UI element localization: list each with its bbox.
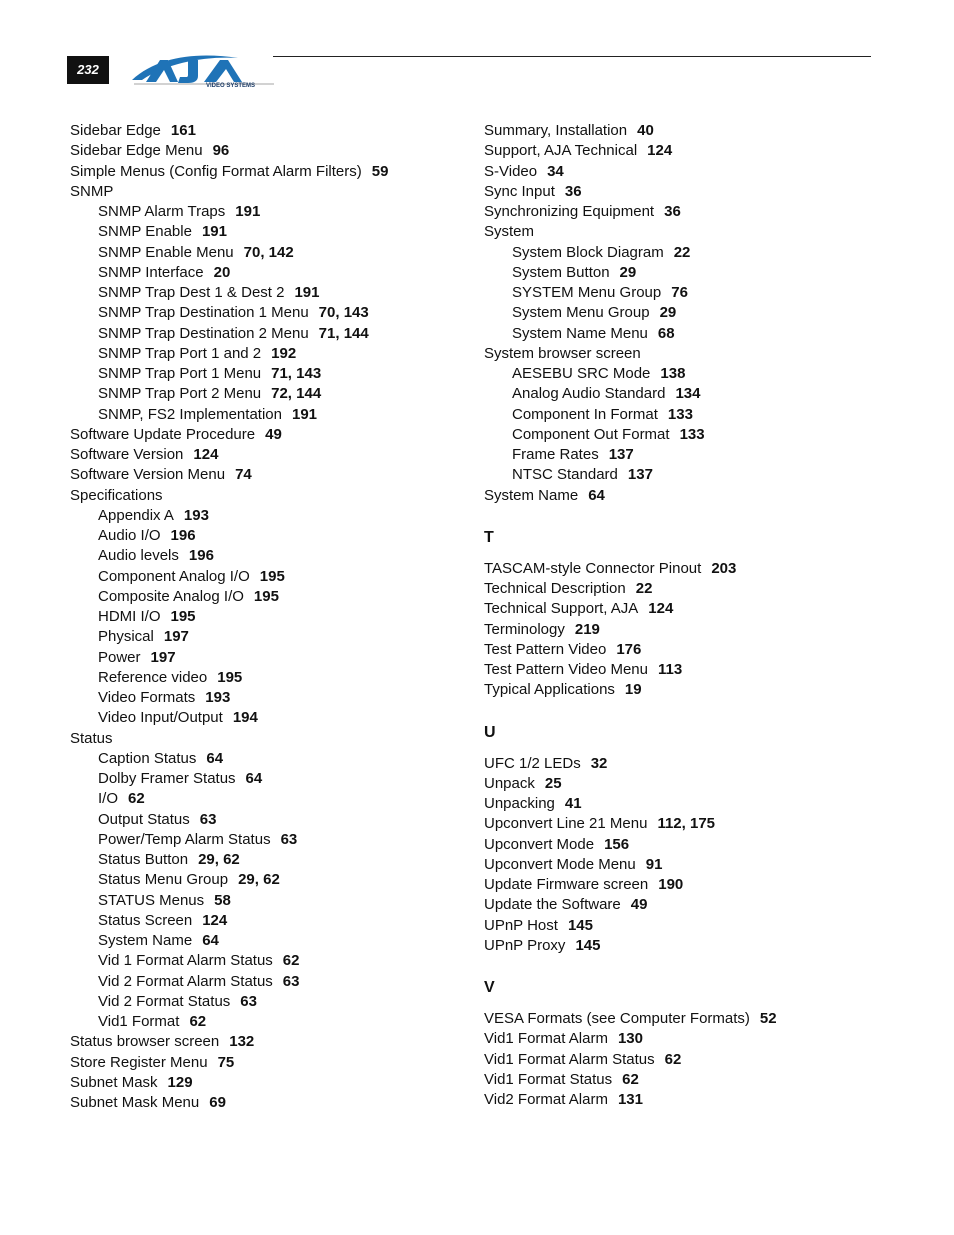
page-references[interactable]: 62 xyxy=(128,790,145,808)
index-term: SNMP, FS2 Implementation xyxy=(98,405,282,423)
index-term: Specifications xyxy=(70,486,163,504)
index-term: Vid1 Format Status xyxy=(484,1070,613,1088)
page-references[interactable]: 41 xyxy=(564,795,582,812)
page-references[interactable]: 195 xyxy=(217,668,243,686)
index-column-left xyxy=(70,121,490,1113)
index-term: Update the Software xyxy=(484,896,621,914)
index-entry xyxy=(484,222,904,242)
page-references[interactable]: 193 xyxy=(183,506,209,524)
index-subentry xyxy=(70,324,490,344)
index-term: Technical Description xyxy=(484,580,626,597)
index-entry xyxy=(484,182,904,202)
page-references[interactable]: 63 xyxy=(282,972,300,990)
index-subentry xyxy=(484,303,904,323)
index-entry xyxy=(484,1090,904,1110)
page-references[interactable]: 63 xyxy=(199,810,217,828)
page-references[interactable]: 138 xyxy=(660,365,686,382)
page-references[interactable]: 191 xyxy=(235,203,261,220)
index-term: Terminology xyxy=(484,620,565,638)
index-subentry xyxy=(70,344,490,364)
index-subentry xyxy=(70,1012,490,1032)
logo-subtext: VIDEO SYSTEMS xyxy=(206,83,256,89)
page-references[interactable]: 63 xyxy=(280,830,298,848)
index-entry xyxy=(484,814,904,834)
page-references[interactable]: 22 xyxy=(673,243,691,261)
index-term: SNMP Alarm Traps xyxy=(98,203,226,220)
index-term: Component In Format xyxy=(512,405,658,423)
page-references[interactable]: 29, 62 xyxy=(238,871,280,889)
index-column-right xyxy=(484,121,904,1110)
logo-letter-a2 xyxy=(204,60,242,82)
index-term: S-Video xyxy=(484,162,538,180)
index-term: Caption Status xyxy=(98,749,197,767)
index-entry xyxy=(484,202,904,222)
index-subentry xyxy=(70,627,490,647)
index-term: SNMP Trap Dest 1 & Dest 2 xyxy=(98,284,285,301)
index-term: System Name Menu xyxy=(512,324,648,342)
index-subentry xyxy=(70,587,490,607)
index-subentry xyxy=(70,648,490,668)
index-term: Test Pattern Video Menu xyxy=(484,661,648,678)
index-term: Typical Applications xyxy=(484,681,615,699)
page-number: 232 xyxy=(67,56,109,84)
index-entry xyxy=(484,599,904,619)
index-term: System Button xyxy=(512,263,610,281)
header-rule xyxy=(273,56,871,57)
index-subentry xyxy=(70,769,490,789)
index-entry xyxy=(484,559,904,579)
page-references[interactable]: 219 xyxy=(574,620,600,638)
aja-logo xyxy=(128,50,276,90)
index-subentry xyxy=(70,749,490,769)
index-entry xyxy=(70,182,490,202)
index-term: SNMP xyxy=(70,182,114,200)
index-subentry xyxy=(484,283,904,303)
page-references[interactable]: 203 xyxy=(711,559,737,577)
index-term: Software Update Procedure xyxy=(70,425,256,443)
index-term: Subnet Mask xyxy=(70,1073,158,1091)
page-references[interactable]: 191 xyxy=(294,284,320,301)
index-entry xyxy=(70,425,490,445)
index-term: Sidebar Edge xyxy=(70,122,161,139)
index-entry xyxy=(70,445,490,465)
index-entry xyxy=(70,1053,490,1073)
section-gap xyxy=(484,506,904,526)
index-entry xyxy=(484,162,904,182)
index-term: UPnP Proxy xyxy=(484,936,566,954)
page-references[interactable]: 68 xyxy=(657,324,675,342)
index-entry xyxy=(484,141,904,161)
index-term: Power/Temp Alarm Status xyxy=(98,830,271,848)
page-references[interactable]: 29 xyxy=(659,304,677,322)
page-references[interactable]: 19 xyxy=(624,681,642,699)
index-term: Status Menu Group xyxy=(98,871,229,889)
page-references[interactable]: 197 xyxy=(163,628,189,646)
index-term: Vid1 Format xyxy=(98,1013,180,1030)
index-term: Power xyxy=(98,648,141,666)
page-references[interactable]: 36 xyxy=(564,182,582,200)
index-term: VESA Formats (see Computer Formats) xyxy=(484,1010,750,1027)
index-term: Physical xyxy=(98,628,154,646)
index-entry xyxy=(484,855,904,875)
index-term: UFC 1/2 LEDs xyxy=(484,754,581,772)
page-references[interactable]: 145 xyxy=(575,936,601,954)
index-term: Analog Audio Standard xyxy=(512,385,666,403)
index-term: Vid1 Format Alarm xyxy=(484,1030,608,1048)
index-term: Appendix A xyxy=(98,506,174,524)
index-term: SNMP Trap Port 1 Menu xyxy=(98,365,262,382)
page-references[interactable]: 32 xyxy=(590,754,608,772)
index-entry xyxy=(70,121,490,141)
page-references[interactable]: 69 xyxy=(209,1094,226,1111)
index-subentry xyxy=(70,789,490,809)
page-references[interactable]: 137 xyxy=(627,466,653,484)
index-subentry xyxy=(484,324,904,344)
index-entry xyxy=(484,916,904,936)
page-references[interactable]: 64 xyxy=(202,932,219,949)
page-references[interactable]: 70, 143 xyxy=(318,304,369,322)
index-subentry xyxy=(70,830,490,850)
index-subentry xyxy=(70,364,490,384)
index-term: Status Button xyxy=(98,851,189,868)
index-term: SNMP Enable Menu xyxy=(98,243,234,261)
logo-letter-j xyxy=(178,60,198,83)
index-term: SNMP Trap Destination 1 Menu xyxy=(98,304,309,322)
index-subentry xyxy=(70,972,490,992)
index-subentry xyxy=(484,425,904,445)
page-references[interactable]: 62 xyxy=(664,1050,682,1068)
index-term: Status Screen xyxy=(98,911,193,929)
index-term: Audio levels xyxy=(98,547,179,565)
index-subentry xyxy=(70,405,490,425)
page-references[interactable]: 64 xyxy=(245,770,263,787)
index-subentry xyxy=(70,222,490,242)
index-entry xyxy=(484,486,904,506)
page-references[interactable]: 134 xyxy=(675,385,701,403)
index-term: Component Out Format xyxy=(512,425,670,443)
index-subentry xyxy=(70,810,490,830)
index-subentry xyxy=(484,465,904,485)
page-references[interactable]: 124 xyxy=(202,911,228,929)
index-subentry xyxy=(484,384,904,404)
index-term: SNMP Trap Destination 2 Menu xyxy=(98,324,309,342)
page-references[interactable]: 131 xyxy=(617,1091,643,1108)
index-term: System Name xyxy=(484,486,579,504)
index-term: Software Version xyxy=(70,446,184,463)
page-references[interactable]: 40 xyxy=(637,122,654,139)
index-term: Audio I/O xyxy=(98,527,161,544)
index-subentry xyxy=(484,364,904,384)
index-term: Support, AJA Technical xyxy=(484,142,638,160)
index-entry xyxy=(484,875,904,895)
page-references[interactable]: 161 xyxy=(170,122,196,139)
index-subentry xyxy=(70,951,490,971)
index-subentry xyxy=(70,708,490,728)
index-entry xyxy=(484,121,904,141)
page-references[interactable]: 112, 175 xyxy=(657,815,715,833)
index-subentry xyxy=(70,870,490,890)
section-letter-heading: T xyxy=(484,528,494,546)
index-term: SNMP Trap Port 2 Menu xyxy=(98,385,262,403)
index-term: Vid2 Format Alarm xyxy=(484,1091,608,1108)
page-references[interactable]: 34 xyxy=(547,162,564,180)
page-references[interactable]: 49 xyxy=(630,896,648,914)
index-entry xyxy=(484,936,904,956)
index-subentry xyxy=(70,506,490,526)
index-subentry xyxy=(70,202,490,222)
index-term: SNMP Trap Port 1 and 2 xyxy=(98,344,262,362)
page-references[interactable]: 58 xyxy=(214,891,231,909)
page-references[interactable]: 71, 143 xyxy=(271,365,322,382)
page-references[interactable]: 176 xyxy=(616,640,642,658)
index-subentry xyxy=(70,303,490,323)
index-entry xyxy=(70,1093,490,1113)
index-term: NTSC Standard xyxy=(512,466,618,484)
page-references[interactable]: 22 xyxy=(635,580,653,597)
index-term: Unpacking xyxy=(484,795,555,812)
page-references[interactable]: 130 xyxy=(617,1030,643,1048)
index-term: Vid1 Format Alarm Status xyxy=(484,1050,655,1068)
index-subentry xyxy=(484,263,904,283)
page-references[interactable]: 137 xyxy=(608,446,634,463)
index-subentry xyxy=(70,850,490,870)
index-term: Upconvert Line 21 Menu xyxy=(484,815,648,833)
page-references[interactable]: 36 xyxy=(664,203,681,220)
page-references[interactable]: 70, 142 xyxy=(243,243,294,261)
index-subentry xyxy=(484,405,904,425)
index-subentry xyxy=(70,384,490,404)
page-references[interactable]: 196 xyxy=(188,547,214,565)
index-entry xyxy=(484,794,904,814)
index-entry xyxy=(70,162,490,182)
index-term: Video Formats xyxy=(98,689,196,706)
index-entry xyxy=(484,1029,904,1049)
index-term: Simple Menus (Config Format Alarm Filters) xyxy=(70,162,362,180)
page-references[interactable]: 124 xyxy=(193,446,219,463)
page-references[interactable]: 75 xyxy=(217,1053,235,1071)
page-references[interactable]: 194 xyxy=(232,709,258,727)
page-references[interactable]: 20 xyxy=(213,263,231,281)
index-term: System Name xyxy=(98,932,193,949)
index-entry xyxy=(70,729,490,749)
index-subentry xyxy=(70,546,490,566)
index-term: TASCAM-style Connector Pinout xyxy=(484,559,702,577)
index-subentry xyxy=(70,283,490,303)
page-references[interactable]: 74 xyxy=(235,466,252,484)
index-term: Sync Input xyxy=(484,182,555,200)
index-entry xyxy=(484,620,904,640)
page-references[interactable]: 192 xyxy=(271,344,297,362)
index-entry xyxy=(484,774,904,794)
page-references[interactable]: 132 xyxy=(229,1033,255,1051)
index-subentry xyxy=(70,931,490,951)
index-subentry xyxy=(70,992,490,1012)
page-references[interactable]: 62 xyxy=(622,1070,639,1088)
index-entry xyxy=(484,579,904,599)
page-references[interactable]: 49 xyxy=(265,425,282,443)
index-entry xyxy=(70,465,490,485)
page-references[interactable]: 62 xyxy=(282,952,300,970)
index-term: Software Version Menu xyxy=(70,466,226,484)
index-subentry xyxy=(70,526,490,546)
section-gap xyxy=(484,701,904,721)
index-term: Component Analog I/O xyxy=(98,567,250,585)
index-entry xyxy=(484,680,904,700)
index-term: Technical Support, AJA xyxy=(484,600,639,618)
page-references[interactable]: 191 xyxy=(201,223,227,241)
index-entry xyxy=(484,754,904,774)
index-entry xyxy=(484,1070,904,1090)
section-letter-heading: U xyxy=(484,723,496,741)
index-term: Store Register Menu xyxy=(70,1053,208,1071)
page-references[interactable]: 25 xyxy=(544,774,562,792)
page-references[interactable]: 133 xyxy=(667,405,693,423)
index-subentry xyxy=(70,243,490,263)
index-term: SYSTEM Menu Group xyxy=(512,284,662,301)
index-term: Composite Analog I/O xyxy=(98,587,244,605)
index-entry xyxy=(484,1009,904,1029)
page-references[interactable]: 59 xyxy=(371,162,389,180)
index-term: Sidebar Edge Menu xyxy=(70,142,203,160)
page-references[interactable]: 191 xyxy=(291,405,318,423)
index-term: System Menu Group xyxy=(512,304,650,322)
index-term: HDMI I/O xyxy=(98,608,161,625)
page-references[interactable]: 124 xyxy=(648,600,674,618)
index-term: Reference video xyxy=(98,668,208,686)
index-term: Video Input/Output xyxy=(98,709,223,727)
index-term: Status xyxy=(70,729,113,747)
page-references[interactable]: 124 xyxy=(647,142,673,160)
index-term: Upconvert Mode Menu xyxy=(484,855,636,873)
index-term: Synchronizing Equipment xyxy=(484,203,655,220)
index-term: System xyxy=(484,223,535,241)
index-entry xyxy=(70,486,490,506)
page-references[interactable]: 72, 144 xyxy=(271,385,322,403)
page-references[interactable]: 196 xyxy=(170,527,196,544)
page-references[interactable]: 64 xyxy=(588,486,605,504)
page-references[interactable]: 62 xyxy=(189,1013,207,1030)
index-term: Output Status xyxy=(98,810,190,828)
index-entry xyxy=(484,1050,904,1070)
page-references[interactable]: 91 xyxy=(645,855,663,873)
index-entry xyxy=(484,895,904,915)
index-subentry xyxy=(484,445,904,465)
page-references[interactable]: 195 xyxy=(259,567,285,585)
page-references[interactable]: 133 xyxy=(679,425,705,443)
index-subentry xyxy=(484,243,904,263)
index-term: Frame Rates xyxy=(512,446,599,463)
index-entry xyxy=(484,640,904,660)
index-entry xyxy=(70,141,490,161)
index-term: STATUS Menus xyxy=(98,891,205,909)
index-term: Test Pattern Video xyxy=(484,640,607,658)
page-references[interactable]: 156 xyxy=(604,835,630,853)
page-references[interactable]: 113 xyxy=(658,661,683,678)
index-term: Update Firmware screen xyxy=(484,876,649,893)
index-entry xyxy=(484,660,904,680)
page-references[interactable]: 145 xyxy=(567,916,593,934)
page-references[interactable]: 63 xyxy=(240,992,257,1010)
index-term: Subnet Mask Menu xyxy=(70,1094,200,1111)
index-term: UPnP Host xyxy=(484,916,558,934)
index-subentry xyxy=(70,263,490,283)
page-references[interactable]: 197 xyxy=(150,648,176,666)
index-term: I/O xyxy=(98,790,119,808)
index-subentry xyxy=(70,567,490,587)
section-letter-heading: V xyxy=(484,979,495,996)
index-term: Status browser screen xyxy=(70,1033,220,1051)
page-references[interactable]: 190 xyxy=(658,876,684,893)
section-gap xyxy=(484,956,904,976)
page-references[interactable]: 52 xyxy=(759,1010,777,1027)
index-subentry xyxy=(70,891,490,911)
page-references[interactable]: 64 xyxy=(206,749,224,767)
page-references[interactable]: 129 xyxy=(167,1073,193,1091)
index-term: Dolby Framer Status xyxy=(98,770,236,787)
index-term: System Block Diagram xyxy=(512,243,664,261)
page-references[interactable]: 195 xyxy=(170,608,196,625)
index-subentry xyxy=(70,688,490,708)
index-entry xyxy=(70,1032,490,1052)
index-term: SNMP Enable xyxy=(98,223,192,241)
index-subentry xyxy=(70,607,490,627)
page-references[interactable]: 96 xyxy=(212,142,230,160)
page-references[interactable]: 195 xyxy=(253,587,279,605)
page-references[interactable]: 29 xyxy=(619,263,637,281)
index-term: Upconvert Mode xyxy=(484,835,595,853)
index-term: Vid 2 Format Status xyxy=(98,992,231,1010)
index-entry xyxy=(70,1073,490,1093)
index-term: Unpack xyxy=(484,774,535,792)
index-term: System browser screen xyxy=(484,344,641,362)
page-references[interactable]: 76 xyxy=(671,284,688,301)
index-term: SNMP Interface xyxy=(98,263,204,281)
page-references[interactable]: 71, 144 xyxy=(318,324,369,342)
index-entry xyxy=(484,344,904,364)
index-term: Vid 1 Format Alarm Status xyxy=(98,952,273,970)
page-references[interactable]: 193 xyxy=(205,689,231,706)
page-references[interactable]: 29, 62 xyxy=(198,851,240,868)
index-term: Vid 2 Format Alarm Status xyxy=(98,972,273,990)
index-subentry xyxy=(70,668,490,688)
index-entry xyxy=(484,835,904,855)
index-term: Summary, Installation xyxy=(484,122,628,139)
index-subentry xyxy=(70,911,490,931)
index-term: AESEBU SRC Mode xyxy=(512,365,651,382)
